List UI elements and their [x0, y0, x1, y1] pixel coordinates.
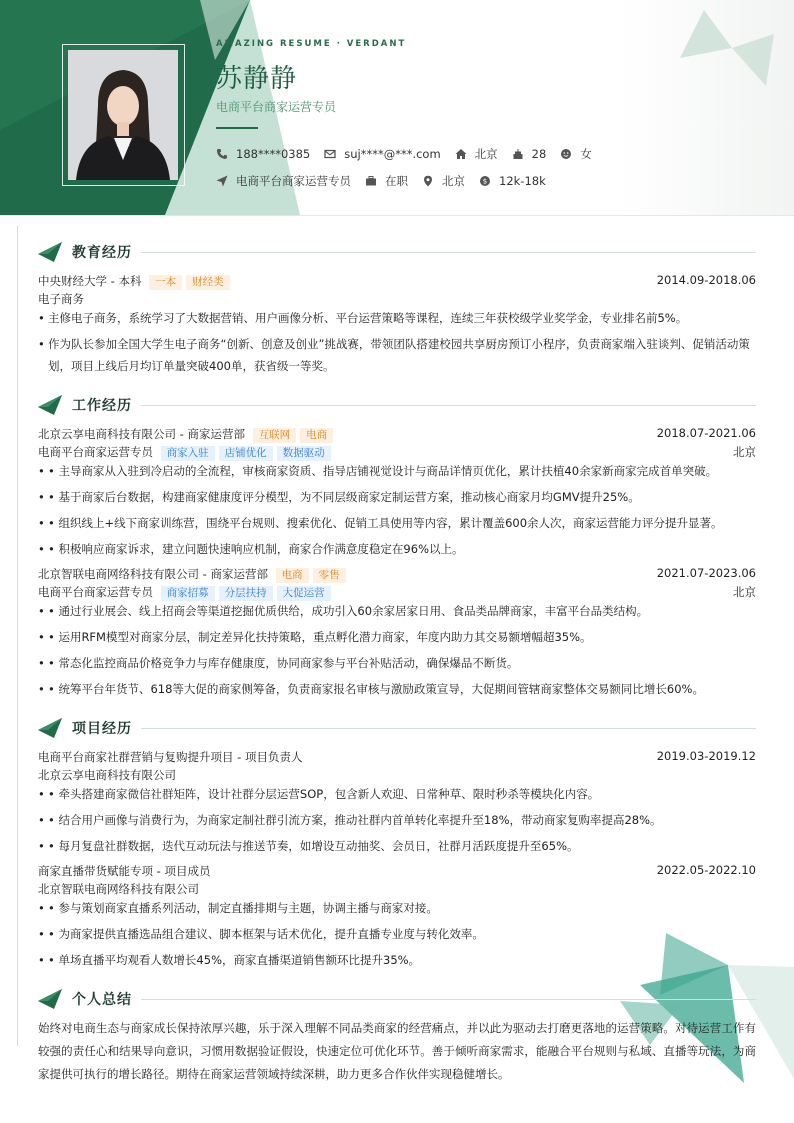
industry-tag: 零售	[313, 568, 346, 583]
phone-item	[216, 147, 310, 161]
education-date: 2014.09-2018.06	[656, 273, 756, 287]
section-divider	[141, 999, 756, 1000]
section-divider	[141, 252, 756, 253]
status-item	[365, 173, 408, 189]
skill-tag: 商家招募	[161, 586, 215, 601]
city-item	[455, 146, 498, 162]
project-bullet: • • 每月复盘社群数据，迭代互动玩法与推送节奏，如增设互动抽奖、会员日，社群月活跃度提升至65%。	[38, 839, 579, 853]
candidate-name: 苏静静	[216, 64, 298, 94]
project-company: 北京智联电商网络科技有限公司	[38, 882, 199, 896]
skill-tag: 店铺优化	[219, 446, 273, 461]
section-title-education	[38, 242, 132, 262]
project-header	[38, 749, 756, 765]
project-date: 2019.03-2019.12	[656, 749, 756, 763]
project-bullet: • • 牵头搭建商家微信社群矩阵，设计社群分层运营SOP，包含新人欢迎、日常种草、限时秒杀等模块化内容。	[38, 787, 600, 801]
project-title: 电商平台商家社群营销与复购提升项目 - 项目负责人	[38, 750, 303, 764]
project-company: 北京云享电商科技有限公司	[38, 768, 176, 782]
project-bullet: • • 结合用户画像与消费行为，为商家定制社群引流方案，推动社群内首单转化率提升至18%，带动商家复购率提高28%。	[38, 813, 662, 827]
work-bullet: • • 运用RFM模型对商家分层，制定差异化扶持策略，重点孵化潜力商家，年度内助力其交易额增幅超35%。	[38, 630, 592, 644]
skill-tag: 数据驱动	[277, 446, 331, 461]
education-bullet: • 主修电子商务，系统学习了大数据营销、用户画像分析、平台运营策略等课程，连续三年获校级学业奖学金，专业排名前5%。	[38, 311, 688, 325]
left-rule	[17, 226, 18, 1046]
industry-tag: 电商	[276, 568, 309, 583]
project-title: 商家直播带货赋能专项 - 项目成员	[38, 864, 211, 878]
project-bullet: • • 为商家提供直播选品组合建议、脚本框架与话术优化，提升直播专业度与转化效率。	[38, 927, 484, 941]
target-city-text: 北京	[442, 174, 465, 188]
email-text: suj****@***.com	[344, 147, 441, 161]
education-header	[38, 273, 756, 290]
work-bullet: • • 组织线上+线下商家训练营，围绕平台规则、搜索优化、促销工具使用等内容，累计覆盖600余人次，商家运营能力评分提升显著。	[38, 516, 723, 530]
project-bullet: • • 参与策划商家直播系列活动，制定直播排期与主题，协调主播与商家对接。	[38, 901, 438, 915]
work-bullet: • • 统筹平台年货节、618等大促的商家侧筹备，负责商家报名审核与激励政策宣导，大促期间管辖商家整体交易额同比增长60%。	[38, 682, 704, 696]
user-face-icon	[560, 148, 572, 160]
send-icon	[216, 175, 228, 187]
contact-row	[216, 146, 606, 162]
company-line: 北京云享电商科技有限公司 - 商家运营部	[38, 427, 245, 441]
work-position-row	[38, 444, 756, 461]
cake-icon	[512, 148, 524, 160]
work-location: 北京	[733, 445, 756, 459]
gender-item	[560, 146, 592, 162]
money-icon	[479, 175, 491, 187]
brand-text: AMAZING RESUME · VERDANT	[216, 39, 407, 49]
skill-tag: 分层扶持	[219, 586, 273, 601]
industry-tag: 电商	[300, 428, 333, 443]
work-position-row	[38, 584, 756, 601]
section-title-text: 教育经历	[72, 245, 132, 261]
section-title-project	[38, 718, 132, 738]
title-underline	[216, 127, 258, 129]
target-job-text: 电商平台商家运营专员	[236, 174, 351, 188]
work-bullet: • • 常态化监控商品价格竞争力与库存健康度，协同商家参与平台补贴活动，确保爆品不断货。	[38, 656, 519, 670]
work-date: 2021.07-2023.06	[656, 566, 756, 580]
work-bullet: • • 基于商家后台数据，构建商家健康度评分模型，为不同层级商家定制运营方案，推动核心商家月均GMV提升25%。	[38, 490, 640, 504]
education-tag: 财经类	[186, 275, 230, 290]
work-header	[38, 566, 756, 583]
section-title-text: 工作经历	[72, 398, 132, 414]
company-line: 北京智联电商网络科技有限公司 - 商家运营部	[38, 567, 268, 581]
section-flag-icon	[38, 718, 62, 738]
avatar	[68, 50, 178, 180]
briefcase-icon	[365, 175, 377, 187]
project-header	[38, 863, 756, 879]
work-bullet: • • 积极响应商家诉求，建立问题快速响应机制，商家合作满意度稳定在96%以上。	[38, 542, 464, 556]
svg-text:$: $	[482, 177, 488, 186]
section-flag-icon	[38, 395, 62, 415]
education-tag: 一本	[149, 275, 182, 290]
phone-text: 188****0385	[236, 147, 311, 161]
target-city-item	[422, 173, 465, 189]
skill-tag: 大促运营	[277, 586, 331, 601]
section-title-work	[38, 395, 132, 415]
work-bullet: • • 主导商家从入驻到冷启动的全流程，审核商家资质、指导店铺视觉设计与商品详情页优化，累计扶植40余家新商家完成首单突破。	[38, 464, 718, 478]
section-title-summary	[38, 989, 132, 1009]
status-text: 在职	[385, 174, 408, 188]
age-item	[512, 147, 547, 161]
salary-text: 12k-18k	[499, 174, 546, 188]
project-bullet: • • 单场直播平均观看人数增长45%，商家直播渠道销售额环比提升35%。	[38, 953, 421, 967]
email-icon	[324, 148, 336, 160]
skill-tag: 商家入驻	[161, 446, 215, 461]
location-pin-icon	[422, 175, 434, 187]
education-bullet: • 作为队长参加全国大学生电子商务“创新、创意及创业”挑战赛，带领团队搭建校园共享厨房预订小程序，负责商家端入驻谈判、促销活动策划，项目上线后月均订单量突破400单，获省级一等奖。	[38, 337, 750, 373]
home-icon	[455, 148, 467, 160]
target-job-item	[216, 173, 351, 189]
project-date: 2022.05-2022.10	[656, 863, 756, 877]
header-triangle-decoration	[676, 8, 786, 93]
work-header	[38, 426, 756, 443]
education-major: 电子商务	[38, 292, 84, 306]
section-divider	[141, 728, 756, 729]
job-title: 电商平台商家运营专员	[216, 100, 337, 114]
section-flag-icon	[38, 989, 62, 1009]
position: 电商平台商家运营专员	[38, 585, 153, 599]
work-location: 北京	[733, 585, 756, 599]
age-text: 28	[531, 147, 547, 161]
section-divider	[141, 405, 756, 406]
work-bullet: • • 通过行业展会、线上招商会等渠道挖掘优质供给，成功引入60余家居家日用、食品类品牌商家，丰富平台品类结构。	[38, 604, 649, 618]
phone-icon	[216, 148, 228, 160]
salary-item	[479, 174, 546, 188]
section-title-text: 个人总结	[72, 992, 132, 1008]
summary-text: 始终对电商生态与商家成长保持浓厚兴趣，乐于深入理解不同品类商家的经营痛点，并以此为驱动去打磨更落地的运营策略。对待运营工作有较强的责任心和结果导向意识，习惯用数据验证假设，快速定位可优化环节。善于倾听商家需求，能融合平台规则与私域、直播等玩法，为商家提供可执行的增长路径。期待在商家运营领域持续深耕，助力更多合作伙伴实现稳健增长。	[38, 1021, 756, 1081]
school-line: 中央财经大学 - 本科	[38, 274, 142, 288]
city-text: 北京	[474, 147, 498, 161]
job-intent-row	[216, 173, 560, 189]
work-date: 2018.07-2021.06	[656, 426, 756, 440]
section-flag-icon	[38, 242, 62, 262]
section-title-text: 项目经历	[72, 721, 132, 737]
industry-tag: 互联网	[253, 428, 297, 443]
position: 电商平台商家运营专员	[38, 445, 153, 459]
gender-text: 女	[580, 147, 592, 161]
resume-header	[0, 0, 794, 216]
email-item	[324, 147, 440, 161]
